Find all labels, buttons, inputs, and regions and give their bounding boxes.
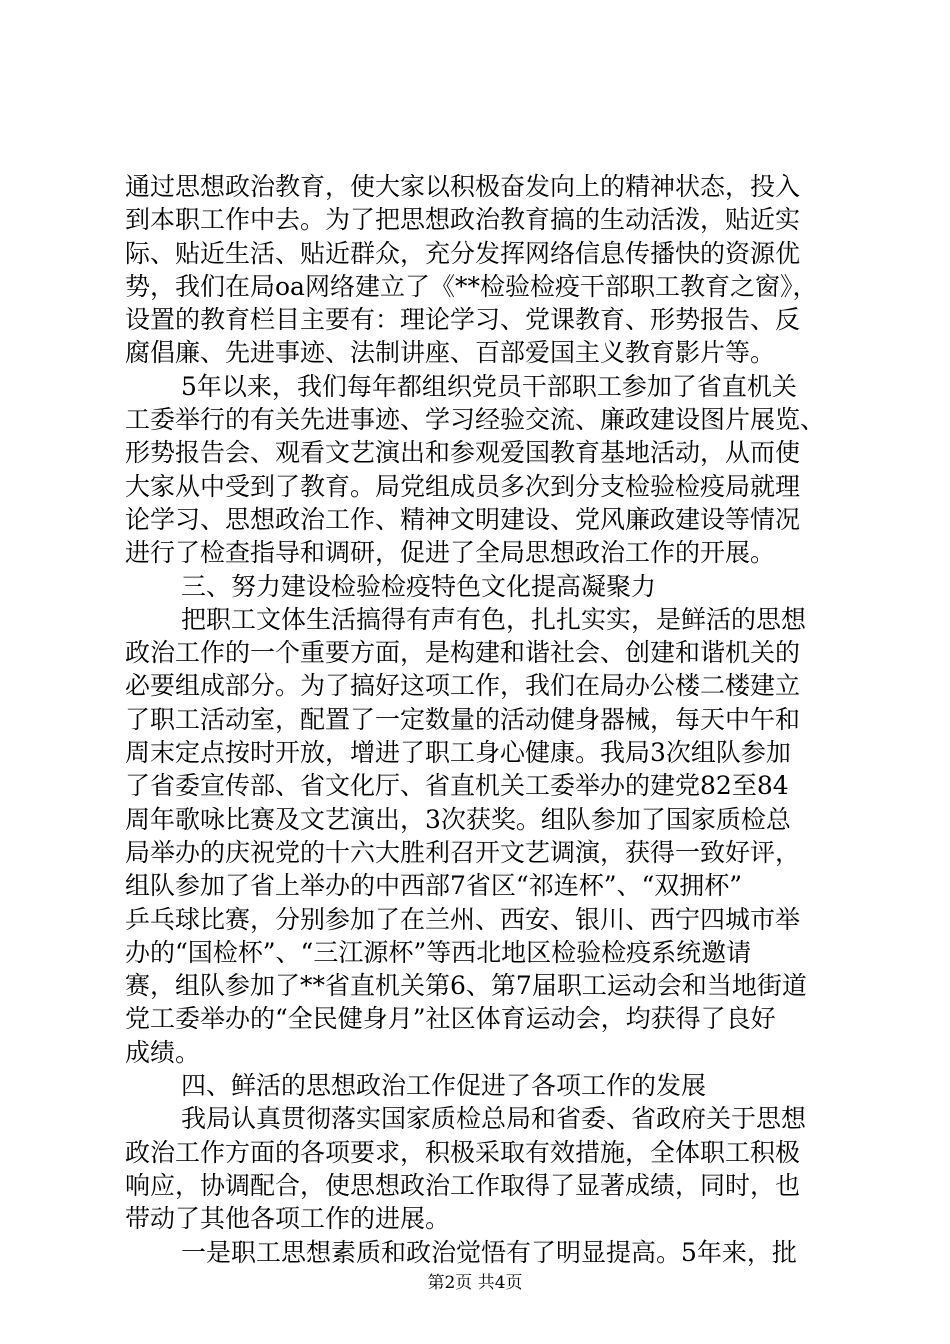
text-line: 大家从中受到了教育。局党组成员多次到分支检验检疫局就理	[125, 471, 801, 501]
text-line: 腐倡廉、先进事迹、法制讲座、百部爱国主义教育影片等。	[125, 338, 776, 368]
text-line: 了职工活动室，配置了一定数量的活动健身器械，每天中午和	[125, 704, 801, 734]
text-line: 党工委举办的“全民健身月”社区体育运动会，均获得了良好	[125, 1004, 776, 1034]
text-line: 到本职工作中去。为了把思想政治教育搞的生动活泼，贴近实	[125, 205, 801, 235]
text-line: 赛，组队参加了**省直机关第6、第7届职工运动会和当地街道	[125, 971, 807, 1001]
section-heading-4: 四、鲜活的思想政治工作促进了各项工作的发展	[181, 1071, 707, 1101]
text-line: 工委举行的有关先进事迹、学习经验交流、廉政建设图片展览、	[125, 405, 826, 435]
text-line: 论学习、思想政治工作、精神文明建设、党风廉政建设等情况	[125, 504, 801, 534]
text-line: 通过思想政治教育，使大家以积极奋发向上的精神状态，投入	[125, 172, 801, 201]
text-line: 组队参加了省上举办的中西部7省区“祁连杯”、“双拥杯”	[125, 871, 743, 901]
text-line: 乒乓球比赛，分别参加了在兰州、西安、银川、西宁四城市举	[125, 904, 801, 934]
text-line: 必要组成部分。为了搞好这项工作，我们在局办公楼二楼建立	[125, 671, 801, 701]
text-line: 形势报告会、观看文艺演出和参观爱国教育基地活动，从而使	[125, 438, 801, 468]
paragraph-start-line: 把职工文体生活搞得有声有色，扎扎实实，是鲜活的思想	[181, 604, 807, 634]
text-line: 成绩。	[125, 1037, 201, 1067]
text-line: 响应，协调配合，使思想政治工作取得了显著成绩，同时，也	[125, 1170, 801, 1200]
text-line: 周末定点按时开放，增进了职工身心健康。我局3次组队参加	[125, 738, 791, 768]
paragraph-start-line: 一是职工思想素质和政治觉悟有了明显提高。5年来，批	[181, 1237, 797, 1267]
text-line: 势，我们在局oa网络建立了《**检验检疫干部职工教育之窗》，	[125, 271, 818, 301]
document-body	[125, 170, 830, 1269]
text-line: 局举办的庆祝党的十六大胜利召开文艺调演，获得一致好评，	[125, 837, 801, 867]
text-line: 进行了检查指导和调研，促进了全局思想政治工作的开展。	[125, 538, 776, 568]
text-line: 设置的教育栏目主要有：理论学习、党课教育、形势报告、反	[125, 305, 801, 335]
text-line: 周年歌咏比赛及文艺演出，3次获奖。组队参加了国家质检总	[125, 804, 791, 834]
text-line: 办的“国检杯”、“三江源杯”等西北地区检验检疫系统邀请	[125, 937, 752, 967]
text-line: 了省委宣传部、省文化厅、省直机关工委举办的建党82至84	[125, 771, 789, 801]
text-line: 际、贴近生活、贴近群众，充分发挥网络信息传播快的资源优	[125, 238, 801, 268]
section-heading-3: 三、努力建设检验检疫特色文化提高凝聚力	[181, 571, 657, 601]
paragraph-start-line: 我局认真贯彻落实国家质检总局和省委、省政府关于思想	[181, 1104, 807, 1134]
text-line: 政治工作方面的各项要求，积极采取有效措施，全体职工积极	[125, 1137, 801, 1167]
page-number-footer: 第2页 共4页	[427, 1273, 523, 1293]
paragraph-start-line: 5年以来，我们每年都组织党员干部职工参加了省直机关	[181, 371, 797, 401]
text-line: 政治工作的一个重要方面，是构建和谐社会、创建和谐机关的	[125, 638, 801, 668]
text-line: 带动了其他各项工作的进展。	[125, 1204, 451, 1234]
